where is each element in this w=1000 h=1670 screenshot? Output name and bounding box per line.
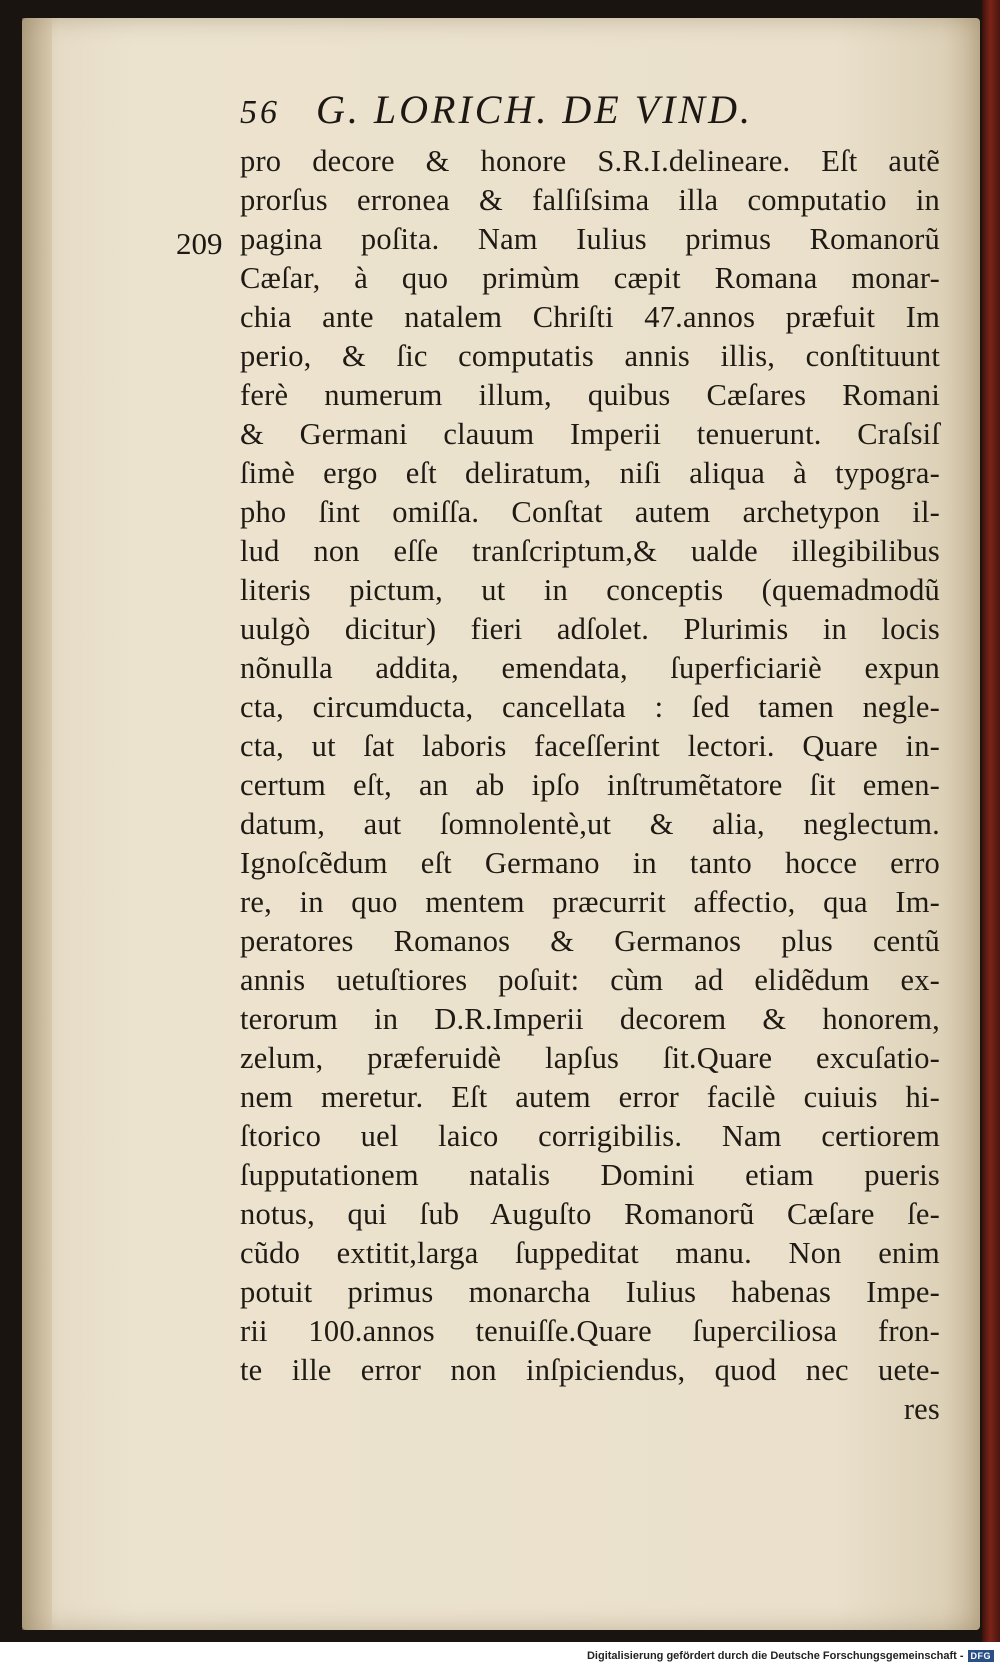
text-line: pagina poſita. Nam Iulius primus Romanorũ xyxy=(240,222,940,256)
text-line: perio, & ſic computatis annis illis, conſtituunt xyxy=(240,339,940,373)
catchword: res xyxy=(903,1392,940,1426)
text-line: & Germani clauum Imperii tenuerunt. Craſsiſ xyxy=(240,417,940,451)
text-line: datum, aut ſomnolentè,ut & alia, neglectum. xyxy=(240,807,940,841)
digitization-credit xyxy=(587,1650,994,1662)
text-line: notus, qui ſub Auguſto Romanorũ Cæſare ſe- xyxy=(240,1197,940,1231)
text-line: chia ante natalem Chriſti 47.annos præfuit Im xyxy=(240,300,940,334)
text-line: ſimè ergo eſt deliratum, niſi aliqua à typogra- xyxy=(240,456,940,490)
text-line: Ignoſcẽdum eſt Germano in tanto hocce erro xyxy=(240,846,940,880)
text-line: re, in quo mentem præcurrit affectio, qua Im- xyxy=(240,885,940,919)
book-spine-edge xyxy=(982,0,1000,1642)
text-line: ſtorico uel laico corrigibilis. Nam certiorem xyxy=(240,1119,940,1153)
text-line: cta, ut ſat laboris faceſſerint lectori. Quare in- xyxy=(240,729,940,763)
text-line: ferè numerum illum, quibus Cæſares Romani xyxy=(240,378,940,412)
dfg-logo: DFG xyxy=(968,1650,995,1662)
text-line: annis uetuſtiores poſuit: cùm ad elidẽdum ex- xyxy=(240,963,940,997)
text-line: Cæſar, à quo primùm cæpit Romana monar- xyxy=(240,261,940,295)
running-title: G. LORICH. DE VIND. xyxy=(316,87,753,132)
text-line: zelum, præferuidè lapſus ſit.Quare excuſatio- xyxy=(240,1041,940,1075)
text-line: prorſus erronea & falſiſsima illa computatio in xyxy=(240,183,940,217)
text-line: ſupputationem natalis Domini etiam pueris xyxy=(240,1158,940,1192)
text-line: pho ſint omiſſa. Conſtat autem archetypon il- xyxy=(240,495,940,529)
text-line: certum eſt, an ab ipſo inſtrumẽtatore ſit emen- xyxy=(240,768,940,802)
text-line: rii 100.annos tenuiſſe.Quare ſuperciliosa fron- xyxy=(240,1314,940,1348)
text-line: peratores Romanos & Germanos plus centũ xyxy=(240,924,940,958)
running-head xyxy=(240,86,860,146)
text-line: lud non eſſe tranſcriptum,& ualde illegibilibus xyxy=(240,534,940,568)
text-line: cta, circumducta, cancellata : ſed tamen negle- xyxy=(240,690,940,724)
text-line: nem meretur. Eſt autem error facilè cuiuis hi- xyxy=(240,1080,940,1114)
text-line: te ille error non inſpiciendus, quod nec uete- xyxy=(240,1353,940,1387)
text-line: cũdo extitit,larga ſuppeditat manu. Non enim xyxy=(240,1236,940,1270)
credit-text: Digitalisierung gefördert durch die Deutsche Forschungsgemeinschaft - xyxy=(586,1650,964,1662)
page-gutter-shadow xyxy=(22,18,52,1630)
text-line: pro decore & honore S.R.I.delineare. Eſt autẽ xyxy=(240,144,940,178)
body-text xyxy=(240,142,940,1429)
text-line: potuit primus monarcha Iulius habenas Impe- xyxy=(240,1275,940,1309)
text-line: nõnulla addita, emendata, ſuperficiariè expun xyxy=(240,651,940,685)
margin-note: 209 xyxy=(176,226,223,261)
text-line: terorum in D.R.Imperii decorem & honorem, xyxy=(240,1002,940,1036)
page-number: 56 xyxy=(240,94,280,131)
text-line: uulgò dicitur) fieri adſolet. Plurimis in locis xyxy=(240,612,940,646)
text-line: literis pictum, ut in conceptis (quemadmodũ xyxy=(240,573,940,607)
